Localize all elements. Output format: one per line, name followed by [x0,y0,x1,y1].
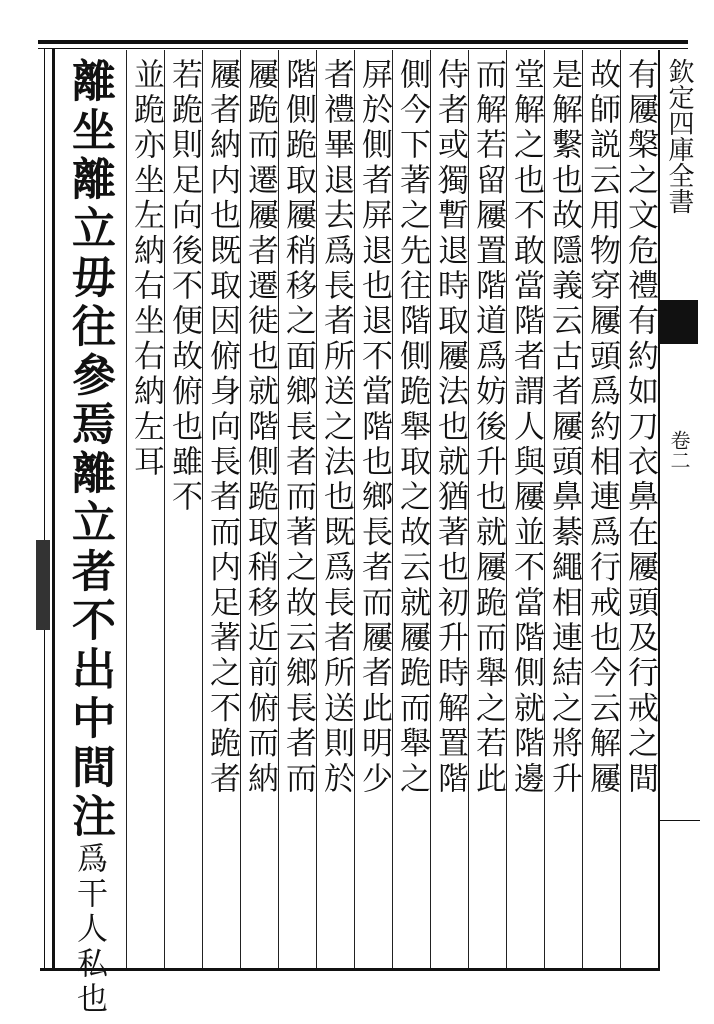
text-column: 側今下著之先往階側跪舉取之故云就屨跪而舉之 [394,58,430,798]
column-divider [202,50,203,968]
bottom-border [40,968,660,971]
column-divider [240,50,241,968]
column-divider [392,50,393,968]
fish-tail-mark [658,300,698,344]
column-divider [278,50,279,968]
text-column: 若跪則足向後不便故俯也雖不 [166,58,202,516]
text-column: 有屨槃之文危禮有約如刀衣鼻在屨頭及行戒之間 [622,58,658,798]
column-divider [468,50,469,968]
left-border-thin [44,48,45,968]
text-column: 侍者或獨暫退時取屨法也就猶著也初升時解置階 [432,58,468,798]
text-column: 階側跪取屨稍移之面鄉長者而著之故云鄉長者而 [280,58,316,798]
left-border-thick [52,48,55,968]
margin-rule [660,820,700,821]
text-column: 者禮畢退去爲長者所送之法也既爲長者所送則於 [318,58,354,798]
margin-juan: 卷二 [667,430,691,470]
top-border-thin [38,48,688,49]
classic-text: 離坐離立毋往參焉離立者不出中間注 [64,58,115,842]
column-divider [620,50,621,968]
column-divider [506,50,507,968]
ink-smudge [36,540,50,630]
classic-text-column [64,58,114,1017]
column-divider [430,50,431,968]
margin-title: 欽定四庫全書 [664,58,694,214]
text-column: 屏於側者屏退也退不當階也鄉長者而屨者此明少 [356,58,392,798]
text-column: 而解若留屨置階道爲妨後升也就屨跪而舉之若此 [470,58,506,798]
column-divider [126,50,127,968]
text-column: 故師説云用物穿屨頭爲約相連爲行戒也今云解屨 [584,58,620,798]
column-divider [316,50,317,968]
column-divider [164,50,165,968]
text-column: 並跪亦坐左納右坐右納左耳 [128,58,164,481]
column-divider [354,50,355,968]
text-column: 屨跪而遷屨者遷徙也就階側跪取稍移近前俯而納 [242,58,278,798]
top-border-thick [38,40,688,44]
commentary-note: 爲干人私也 [71,842,107,1017]
column-divider [582,50,583,968]
text-column: 屨者納内也既取因俯身向長者而内足著之不跪者 [204,58,240,798]
text-column: 堂解之也不敢當階者謂人與屨並不當階側就階邊 [508,58,544,798]
column-divider [544,50,545,968]
text-column: 是解繫也故隱義云古者屨頭鼻綦繩相連結之將升 [546,58,582,798]
